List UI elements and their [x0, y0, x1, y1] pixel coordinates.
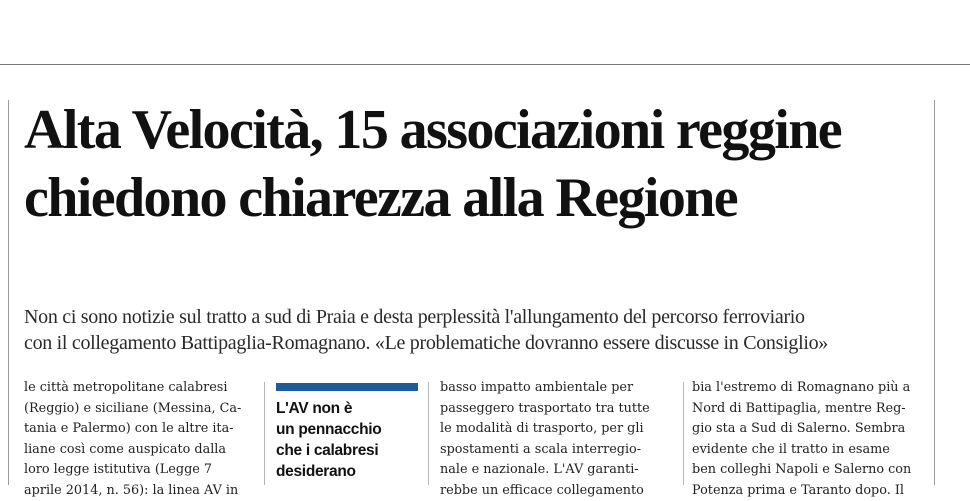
article-column-4	[692, 378, 924, 485]
headline-line-1: Alta Velocità, 15 associazioni reggine	[24, 96, 929, 164]
article-column-1	[24, 378, 256, 485]
column-line: Nord di Battipaglia, mentre Reg-	[692, 399, 924, 420]
top-divider	[0, 64, 970, 65]
column-line: Potenza prima e Taranto dopo. Il	[692, 481, 924, 501]
column-line: basso impatto ambientale per	[440, 378, 672, 399]
article-headline	[24, 96, 929, 232]
column-line: le modalità di trasporto, per gli	[440, 419, 672, 440]
column-line: liane così come auspicato dalla	[24, 440, 256, 461]
subhead-line-2: con il collegamento Battipaglia-Romagnano. «Le problematiche dovranno essere discusse in Consiglio»	[24, 330, 929, 356]
article-column-3	[440, 378, 672, 485]
sidebar-title-line: L'AV non è	[276, 398, 424, 419]
page-left-rule	[8, 100, 9, 485]
column-line: evidente che il tratto in esame	[692, 440, 924, 461]
column-line: aprile 2014, n. 56): la linea AV in	[24, 481, 256, 501]
column-line: nale e nazionale. L'AV garanti-	[440, 460, 672, 481]
subhead-line-1: Non ci sono notizie sul tratto a sud di Praia e desta perplessità l'allungamento del percorso ferroviario	[24, 304, 929, 330]
headline-line-2: chiedono chiarezza alla Regione	[24, 164, 929, 232]
column-line: ben colleghi Napoli e Salerno con	[692, 460, 924, 481]
column-line: bia l'estremo di Romagnano più a	[692, 378, 924, 399]
page-right-rule	[934, 100, 935, 485]
sidebar-title-line: che i calabresi	[276, 440, 424, 461]
column-line: rebbe un efficace collegamento	[440, 481, 672, 501]
sidebar-title-line: un pennacchio	[276, 419, 424, 440]
sidebar-accent-bar	[276, 383, 418, 391]
column-line: spostamenti a scala interregio-	[440, 440, 672, 461]
column-line: le città metropolitane calabresi	[24, 378, 256, 399]
article-subheadline	[24, 304, 929, 356]
column-line: passeggero trasportato tra tutte	[440, 399, 672, 420]
sidebar-title-line: desiderano	[276, 461, 424, 482]
column-divider	[264, 382, 265, 485]
column-divider	[428, 382, 429, 485]
column-line: loro legge istitutiva (Legge 7	[24, 460, 256, 481]
sidebar-box-title	[276, 398, 424, 485]
column-line: (Reggio) e siciliane (Messina, Ca-	[24, 399, 256, 420]
column-line: gio sta a Sud di Salerno. Sembra	[692, 419, 924, 440]
column-divider	[683, 382, 684, 485]
column-line: tania e Palermo) con le altre ita-	[24, 419, 256, 440]
